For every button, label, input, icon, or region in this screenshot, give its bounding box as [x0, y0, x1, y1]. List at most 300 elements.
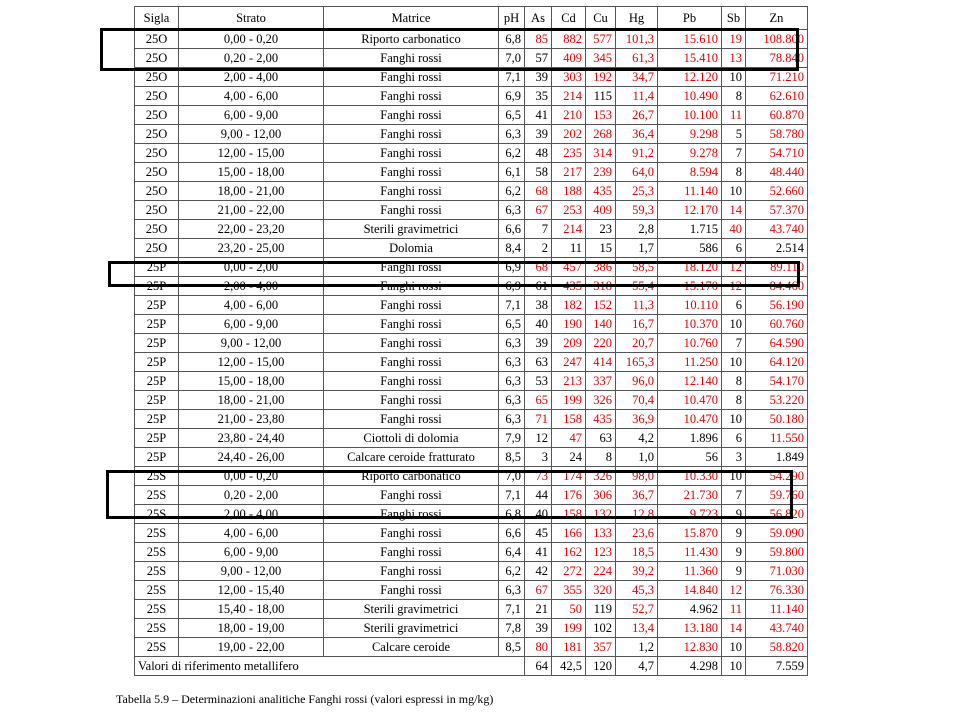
cell-strato: 19,00 - 22,00 [179, 638, 324, 657]
cell-sigla: 25P [135, 258, 179, 277]
cell-hg: 18,5 [616, 543, 658, 562]
table-row [135, 391, 808, 410]
cell-strato: 0,00 - 0,20 [179, 30, 324, 49]
table-row [135, 505, 808, 524]
cell-cd: 457 [552, 258, 586, 277]
cell-cu: 314 [586, 144, 616, 163]
cell-strato: 4,00 - 6,00 [179, 296, 324, 315]
cell-strato: 24,40 - 26,00 [179, 448, 324, 467]
cell-ph: 6,3 [499, 201, 525, 220]
cell-pb: 10.330 [658, 467, 722, 486]
cell-as: 40 [525, 505, 552, 524]
cell-zn: 53.220 [746, 391, 808, 410]
cell-as: 21 [525, 600, 552, 619]
cell-hg: 101,3 [616, 30, 658, 49]
header-strato: Strato [179, 7, 324, 30]
cell-cd: 199 [552, 391, 586, 410]
cell-cd: 162 [552, 543, 586, 562]
cell-hg: 61,3 [616, 49, 658, 68]
cell-zn: 52.660 [746, 182, 808, 201]
cell-strato: 0,00 - 0,20 [179, 467, 324, 486]
cell-pb: 10.100 [658, 106, 722, 125]
cell-cd: 217 [552, 163, 586, 182]
cell-strato: 4,00 - 6,00 [179, 87, 324, 106]
table-row [135, 163, 808, 182]
cell-hg: 70,4 [616, 391, 658, 410]
cell-sb: 6 [722, 296, 746, 315]
cell-sigla: 25S [135, 505, 179, 524]
cell-pb: 18.120 [658, 258, 722, 277]
table-row [135, 524, 808, 543]
cell-as: 44 [525, 486, 552, 505]
cell-ph: 7,1 [499, 296, 525, 315]
cell-sb: 7 [722, 486, 746, 505]
cell-as: 68 [525, 182, 552, 201]
cell-cu: 320 [586, 581, 616, 600]
cell-sb: 40 [722, 220, 746, 239]
cell-ph: 6,6 [499, 524, 525, 543]
cell-cu: 102 [586, 619, 616, 638]
cell-matrice: Fanghi rossi [324, 486, 499, 505]
cell-strato: 15,00 - 18,00 [179, 163, 324, 182]
cell-matrice: Fanghi rossi [324, 334, 499, 353]
cell-pb: 1.896 [658, 429, 722, 448]
cell-matrice: Fanghi rossi [324, 296, 499, 315]
cell-sigla: 25S [135, 638, 179, 657]
cell-ph: 7,1 [499, 486, 525, 505]
cell-ph: 7,9 [499, 429, 525, 448]
table-row [135, 296, 808, 315]
cell-hg: 23,6 [616, 524, 658, 543]
table-row [135, 106, 808, 125]
cell-pb: 12.120 [658, 68, 722, 87]
cell-sigla: 25O [135, 106, 179, 125]
cell-sigla: 25O [135, 220, 179, 239]
reference-value-sb: 10 [722, 657, 746, 676]
cell-ph: 6,3 [499, 581, 525, 600]
cell-cd: 213 [552, 372, 586, 391]
cell-cu: 435 [586, 410, 616, 429]
cell-cu: 386 [586, 258, 616, 277]
cell-cu: 140 [586, 315, 616, 334]
cell-cu: 239 [586, 163, 616, 182]
cell-hg: 36,7 [616, 486, 658, 505]
cell-cu: 224 [586, 562, 616, 581]
cell-pb: 56 [658, 448, 722, 467]
cell-matrice: Fanghi rossi [324, 353, 499, 372]
cell-strato: 15,00 - 18,00 [179, 372, 324, 391]
cell-sigla: 25P [135, 353, 179, 372]
cell-as: 61 [525, 277, 552, 296]
cell-sb: 10 [722, 638, 746, 657]
cell-hg: 16,7 [616, 315, 658, 334]
cell-cd: 47 [552, 429, 586, 448]
cell-zn: 58.780 [746, 125, 808, 144]
cell-sb: 5 [722, 125, 746, 144]
cell-cd: 166 [552, 524, 586, 543]
cell-zn: 54.290 [746, 467, 808, 486]
table-row [135, 125, 808, 144]
cell-strato: 0,00 - 2,00 [179, 258, 324, 277]
cell-ph: 6,3 [499, 125, 525, 144]
cell-sigla: 25O [135, 182, 179, 201]
cell-sigla: 25S [135, 581, 179, 600]
cell-sigla: 25P [135, 391, 179, 410]
cell-ph: 6,4 [499, 543, 525, 562]
cell-hg: 1,2 [616, 638, 658, 657]
cell-pb: 10.760 [658, 334, 722, 353]
cell-strato: 0,20 - 2,00 [179, 486, 324, 505]
cell-cu: 8 [586, 448, 616, 467]
cell-sb: 12 [722, 258, 746, 277]
cell-pb: 10.470 [658, 391, 722, 410]
cell-matrice: Fanghi rossi [324, 106, 499, 125]
cell-matrice: Fanghi rossi [324, 391, 499, 410]
cell-sb: 9 [722, 543, 746, 562]
cell-pb: 9.298 [658, 125, 722, 144]
table-row [135, 87, 808, 106]
cell-zn: 54.710 [746, 144, 808, 163]
cell-matrice: Fanghi rossi [324, 68, 499, 87]
cell-sigla: 25P [135, 372, 179, 391]
cell-cd: 355 [552, 581, 586, 600]
cell-sb: 7 [722, 144, 746, 163]
reference-row [135, 657, 808, 676]
cell-cu: 577 [586, 30, 616, 49]
cell-sb: 19 [722, 30, 746, 49]
cell-cu: 306 [586, 486, 616, 505]
cell-zn: 59.800 [746, 543, 808, 562]
cell-sb: 6 [722, 429, 746, 448]
cell-as: 42 [525, 562, 552, 581]
cell-ph: 6,9 [499, 87, 525, 106]
cell-as: 38 [525, 296, 552, 315]
cell-sb: 11 [722, 600, 746, 619]
cell-hg: 165,3 [616, 353, 658, 372]
cell-zn: 60.760 [746, 315, 808, 334]
cell-cd: 435 [552, 277, 586, 296]
cell-as: 12 [525, 429, 552, 448]
table-caption: Tabella 5.9 – Determinazioni analitiche Fanghi rossi (valori espressi in mg/kg) [116, 692, 494, 706]
cell-cd: 272 [552, 562, 586, 581]
table-row [135, 581, 808, 600]
cell-sb: 12 [722, 581, 746, 600]
cell-cu: 115 [586, 87, 616, 106]
cell-zn: 71.210 [746, 68, 808, 87]
cell-cd: 235 [552, 144, 586, 163]
cell-pb: 21.730 [658, 486, 722, 505]
cell-cd: 182 [552, 296, 586, 315]
cell-pb: 586 [658, 239, 722, 258]
cell-hg: 25,3 [616, 182, 658, 201]
cell-zn: 58.820 [746, 638, 808, 657]
cell-ph: 6,2 [499, 182, 525, 201]
cell-strato: 9,00 - 12,00 [179, 125, 324, 144]
cell-pb: 11.250 [658, 353, 722, 372]
cell-zn: 54.170 [746, 372, 808, 391]
reference-value-pb: 4.298 [658, 657, 722, 676]
cell-cu: 192 [586, 68, 616, 87]
cell-hg: 2,8 [616, 220, 658, 239]
cell-cu: 63 [586, 429, 616, 448]
cell-matrice: Riporto carbonatico [324, 30, 499, 49]
cell-sb: 8 [722, 391, 746, 410]
cell-hg: 11,3 [616, 296, 658, 315]
cell-zn: 11.550 [746, 429, 808, 448]
cell-as: 67 [525, 581, 552, 600]
header-zn: Zn [746, 7, 808, 30]
header-sigla: Sigla [135, 7, 179, 30]
cell-zn: 1.849 [746, 448, 808, 467]
cell-strato: 4,00 - 6,00 [179, 524, 324, 543]
cell-cu: 337 [586, 372, 616, 391]
cell-sb: 3 [722, 448, 746, 467]
cell-cd: 50 [552, 600, 586, 619]
reference-value-as: 64 [525, 657, 552, 676]
cell-as: 71 [525, 410, 552, 429]
cell-matrice: Fanghi rossi [324, 163, 499, 182]
cell-hg: 55,4 [616, 277, 658, 296]
cell-sb: 10 [722, 68, 746, 87]
cell-strato: 23,80 - 24,40 [179, 429, 324, 448]
table-row [135, 600, 808, 619]
cell-matrice: Sterili gravimetrici [324, 619, 499, 638]
cell-cd: 214 [552, 87, 586, 106]
cell-sigla: 25O [135, 30, 179, 49]
cell-pb: 12.170 [658, 201, 722, 220]
cell-strato: 0,20 - 2,00 [179, 49, 324, 68]
cell-zn: 76.330 [746, 581, 808, 600]
cell-cu: 23 [586, 220, 616, 239]
cell-pb: 15.410 [658, 49, 722, 68]
cell-sigla: 25P [135, 448, 179, 467]
table-row [135, 315, 808, 334]
cell-as: 39 [525, 619, 552, 638]
table-row [135, 258, 808, 277]
cell-ph: 7,1 [499, 68, 525, 87]
cell-matrice: Fanghi rossi [324, 277, 499, 296]
cell-sb: 6 [722, 239, 746, 258]
cell-matrice: Fanghi rossi [324, 410, 499, 429]
cell-cd: 188 [552, 182, 586, 201]
table-row [135, 429, 808, 448]
cell-matrice: Fanghi rossi [324, 581, 499, 600]
cell-matrice: Fanghi rossi [324, 182, 499, 201]
cell-matrice: Fanghi rossi [324, 258, 499, 277]
table-row [135, 144, 808, 163]
header-as: As [525, 7, 552, 30]
cell-as: 7 [525, 220, 552, 239]
cell-matrice: Fanghi rossi [324, 201, 499, 220]
cell-ph: 7,8 [499, 619, 525, 638]
cell-zn: 62.610 [746, 87, 808, 106]
cell-cd: 190 [552, 315, 586, 334]
cell-strato: 23,20 - 25,00 [179, 239, 324, 258]
cell-zn: 108.800 [746, 30, 808, 49]
cell-matrice: Fanghi rossi [324, 372, 499, 391]
cell-pb: 11.360 [658, 562, 722, 581]
cell-strato: 12,00 - 15,00 [179, 353, 324, 372]
cell-sb: 11 [722, 106, 746, 125]
cell-strato: 6,00 - 9,00 [179, 543, 324, 562]
cell-ph: 6,3 [499, 334, 525, 353]
cell-cd: 11 [552, 239, 586, 258]
cell-cu: 152 [586, 296, 616, 315]
cell-matrice: Fanghi rossi [324, 87, 499, 106]
cell-strato: 9,00 - 12,00 [179, 334, 324, 353]
cell-cd: 209 [552, 334, 586, 353]
cell-pb: 11.430 [658, 543, 722, 562]
cell-zn: 11.140 [746, 600, 808, 619]
cell-zn: 43.740 [746, 220, 808, 239]
cell-ph: 8,5 [499, 448, 525, 467]
cell-matrice: Ciottoli di dolomia [324, 429, 499, 448]
table-row [135, 562, 808, 581]
cell-zn: 59.760 [746, 486, 808, 505]
cell-ph: 6,3 [499, 372, 525, 391]
table-header-row [135, 7, 808, 30]
cell-cu: 414 [586, 353, 616, 372]
table-row [135, 30, 808, 49]
reference-value-cd: 42,5 [552, 657, 586, 676]
cell-as: 48 [525, 144, 552, 163]
table-row [135, 182, 808, 201]
cell-pb: 10.470 [658, 410, 722, 429]
cell-as: 35 [525, 87, 552, 106]
cell-strato: 12,00 - 15,00 [179, 144, 324, 163]
cell-pb: 9.723 [658, 505, 722, 524]
cell-sigla: 25O [135, 163, 179, 182]
cell-hg: 20,7 [616, 334, 658, 353]
cell-hg: 91,2 [616, 144, 658, 163]
reference-value-cu: 120 [586, 657, 616, 676]
cell-zn: 71.030 [746, 562, 808, 581]
table-row [135, 372, 808, 391]
cell-zn: 56.190 [746, 296, 808, 315]
header-hg: Hg [616, 7, 658, 30]
table-row [135, 239, 808, 258]
cell-ph: 6,1 [499, 163, 525, 182]
cell-sb: 9 [722, 562, 746, 581]
cell-as: 40 [525, 315, 552, 334]
cell-ph: 7,1 [499, 600, 525, 619]
cell-matrice: Calcare ceroide fratturato [324, 448, 499, 467]
cell-ph: 6,3 [499, 410, 525, 429]
cell-sb: 12 [722, 277, 746, 296]
cell-as: 2 [525, 239, 552, 258]
cell-as: 53 [525, 372, 552, 391]
cell-zn: 64.120 [746, 353, 808, 372]
cell-as: 73 [525, 467, 552, 486]
cell-as: 39 [525, 68, 552, 87]
cell-as: 41 [525, 106, 552, 125]
cell-cu: 132 [586, 505, 616, 524]
cell-ph: 6,3 [499, 391, 525, 410]
cell-sb: 10 [722, 182, 746, 201]
cell-ph: 6,2 [499, 562, 525, 581]
reference-label: Valori di riferimento metallifero [135, 657, 525, 676]
cell-zn: 60.870 [746, 106, 808, 125]
cell-zn: 84.460 [746, 277, 808, 296]
cell-strato: 18,00 - 21,00 [179, 182, 324, 201]
reference-value-zn: 7.559 [746, 657, 808, 676]
cell-strato: 21,00 - 23,80 [179, 410, 324, 429]
cell-sb: 8 [722, 372, 746, 391]
table-row [135, 49, 808, 68]
cell-zn: 50.180 [746, 410, 808, 429]
cell-as: 68 [525, 258, 552, 277]
cell-hg: 4,2 [616, 429, 658, 448]
cell-strato: 2,00 - 4,00 [179, 68, 324, 87]
cell-cu: 326 [586, 467, 616, 486]
cell-strato: 18,00 - 21,00 [179, 391, 324, 410]
cell-strato: 9,00 - 12,00 [179, 562, 324, 581]
cell-cd: 158 [552, 505, 586, 524]
cell-sigla: 25S [135, 467, 179, 486]
cell-hg: 64,0 [616, 163, 658, 182]
cell-ph: 8,4 [499, 239, 525, 258]
reference-value-hg: 4,7 [616, 657, 658, 676]
cell-cd: 247 [552, 353, 586, 372]
cell-cu: 435 [586, 182, 616, 201]
cell-ph: 6,2 [499, 144, 525, 163]
cell-sigla: 25O [135, 49, 179, 68]
cell-as: 3 [525, 448, 552, 467]
table-row [135, 277, 808, 296]
cell-sigla: 25P [135, 429, 179, 448]
cell-pb: 11.140 [658, 182, 722, 201]
cell-zn: 59.090 [746, 524, 808, 543]
cell-pb: 13.180 [658, 619, 722, 638]
cell-pb: 14.840 [658, 581, 722, 600]
cell-sb: 10 [722, 353, 746, 372]
cell-as: 67 [525, 201, 552, 220]
header-matrice: Matrice [324, 7, 499, 30]
cell-sb: 7 [722, 334, 746, 353]
cell-sb: 10 [722, 315, 746, 334]
cell-cu: 133 [586, 524, 616, 543]
cell-cu: 15 [586, 239, 616, 258]
cell-pb: 12.140 [658, 372, 722, 391]
cell-hg: 26,7 [616, 106, 658, 125]
cell-zn: 56.820 [746, 505, 808, 524]
cell-as: 57 [525, 49, 552, 68]
cell-as: 85 [525, 30, 552, 49]
cell-hg: 36,9 [616, 410, 658, 429]
cell-hg: 52,7 [616, 600, 658, 619]
table-row [135, 543, 808, 562]
cell-sigla: 25P [135, 334, 179, 353]
cell-cd: 24 [552, 448, 586, 467]
cell-as: 80 [525, 638, 552, 657]
table-row [135, 220, 808, 239]
cell-ph: 6,3 [499, 353, 525, 372]
table-row [135, 467, 808, 486]
cell-sb: 9 [722, 505, 746, 524]
cell-pb: 15.610 [658, 30, 722, 49]
cell-ph: 6,8 [499, 30, 525, 49]
cell-sigla: 25S [135, 486, 179, 505]
cell-ph: 7,0 [499, 49, 525, 68]
cell-pb: 8.594 [658, 163, 722, 182]
cell-as: 39 [525, 125, 552, 144]
cell-strato: 12,00 - 15,40 [179, 581, 324, 600]
cell-cu: 318 [586, 277, 616, 296]
cell-zn: 2.514 [746, 239, 808, 258]
cell-sigla: 25O [135, 125, 179, 144]
cell-sb: 14 [722, 201, 746, 220]
table-row [135, 448, 808, 467]
